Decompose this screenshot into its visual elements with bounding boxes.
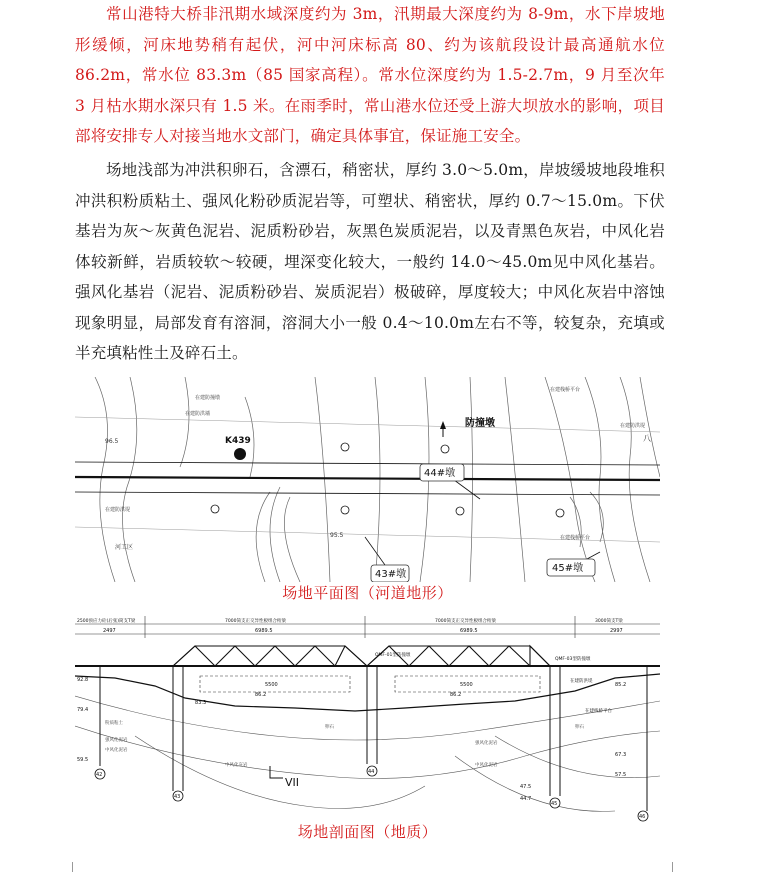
span-dim-2: 6989.5 — [255, 628, 273, 634]
pier-45-tag: 45 — [551, 801, 558, 807]
section-header-1: 2500预应力砼(后张)简支T梁 — [77, 619, 136, 624]
section-header-4: 3000简支T梁 — [595, 619, 623, 624]
section-note-4: QMF-03型防撞墩 — [555, 657, 591, 662]
plan-note-5: 在建防洪堤 — [105, 507, 131, 513]
section-header-2: 7000简支正交异性板组合桁梁 — [225, 619, 286, 624]
span-dim-3: 6989.5 — [460, 628, 478, 634]
pier-43-tag: 43 — [174, 794, 181, 800]
elev-2: 79.4 — [77, 707, 89, 713]
geo-note-1: 粉质粘土 — [105, 721, 123, 726]
k439-marker-icon — [234, 448, 246, 460]
elev-6: 57.5 — [615, 772, 627, 778]
k439-label: K439 — [225, 436, 251, 446]
paragraph-geology: 场地浅部为冲洪积卵石，含漂石，稍密状，厚约 3.0～5.0m，岸坡缓坡地段堆积冲洪积粉质粘土、强风化粉砂质泥岩等，可塑状、稍密状，厚约 0.7～15.0m。下伏基岩为灰～灰黄色泥岩、泥质粉砂岩，灰黑色炭质泥岩，以及青黑色灰岩，中风化岩体较新鲜，岩质较软～较硬，埋深变化较大，一般约 14.0～45.0m见中风化基岩。强风化基岩（泥岩、泥质粉砂岩、炭质泥岩）极破碎，厚度较大；中风化灰岩中溶蚀现象明显，局部发育有溶洞，溶洞大小一般 0.4～10.0m左右不等，较复杂，充填或半充填粘性土及碎石土。 — [75, 161, 665, 362]
plan-note-2: 在建防洪墙 — [185, 411, 211, 417]
geo-note-7: 中风化泥岩 — [475, 763, 498, 768]
water-level-1: 86.2 — [255, 692, 267, 698]
geo-note-8: 卵石 — [575, 725, 584, 730]
section-marker-label: VII — [285, 776, 300, 789]
page-corner-mark-right — [672, 862, 683, 872]
plan-note-3: 在建栈桥平台 — [550, 387, 581, 393]
water-level-2: 86.2 — [450, 692, 462, 698]
span-dim-4: 2997 — [610, 628, 623, 634]
elev-1: 92.8 — [77, 677, 89, 683]
normal-level: 83.3 — [195, 700, 207, 706]
pier-43-label: 43#墩 — [375, 569, 407, 580]
plan-note-6: 在建栈桥平台 — [560, 535, 591, 541]
geo-note-4: 中风化灰岩 — [225, 763, 248, 768]
pier-42-tag: 42 — [96, 772, 103, 778]
width-dim-1: 5500 — [265, 682, 278, 688]
section-header-3: 7000简支正交异性板组合桁梁 — [435, 619, 496, 624]
geo-note-2: 强风化泥岩 — [105, 738, 128, 743]
pier-44-label: 44#墩 — [424, 468, 456, 479]
pier-44-tag: 44 — [368, 769, 375, 775]
plan-note-8: 96.5 — [105, 438, 119, 445]
plan-note-7: 河工区 — [115, 544, 134, 551]
page-corner-mark-left — [62, 862, 73, 872]
pier-45-label: 45#墩 — [552, 563, 584, 574]
plan-note-10: 八 — [643, 434, 651, 443]
elev-8: 85.2 — [615, 682, 627, 688]
site-section-caption: 场地剖面图（地质） — [297, 823, 438, 841]
site-section-figure — [75, 616, 660, 822]
geo-note-6: 强风化泥岩 — [475, 741, 498, 746]
plan-note-1: 在建防撞墩 — [195, 395, 221, 401]
elev-3: 59.5 — [77, 757, 89, 763]
section-note-1: 在建防洪堤 — [570, 679, 593, 684]
site-plan-caption: 场地平面图（河道地形） — [282, 584, 453, 602]
section-note-3: QMF-01型防撞墩 — [375, 653, 411, 658]
plan-note-4: 在建防洪堤 — [620, 423, 646, 429]
pier-46-tag: 46 — [639, 814, 646, 820]
elev-7: 67.3 — [615, 752, 627, 758]
elev-4: 47.5 — [520, 784, 532, 790]
geo-note-5: 卵石 — [325, 725, 334, 730]
plan-note-9: 95.5 — [330, 532, 344, 539]
section-note-2: 在建栈桥平台 — [585, 709, 612, 714]
span-dim-1: 2497 — [103, 628, 116, 634]
site-plan-figure — [75, 377, 660, 582]
paragraph-hydrology: 常山港特大桥非汛期水域深度约为 3m，汛期最大深度约为 8-9m，水下岸坡地形缓倾，河床地势稍有起伏，河中河床标高 80、约为该航段设计最高通航水位 86.2m，常水位 83.3m（85 国家高程）。常水位深度约为 1.5-2.7m，9 月至次年 3 月枯水期水深只有 1.5 米。在雨季时，常山港水位还受上游大坝放水的影响，项目部将安排专人对接当地水文部门，确定具体事宜，保证施工安全。 — [75, 5, 665, 145]
width-dim-2: 5500 — [460, 682, 473, 688]
geo-note-3: 中风化泥岩 — [105, 748, 128, 753]
anti-collision-label: 防撞墩 — [465, 418, 495, 429]
elev-5: 44.7 — [520, 796, 532, 802]
